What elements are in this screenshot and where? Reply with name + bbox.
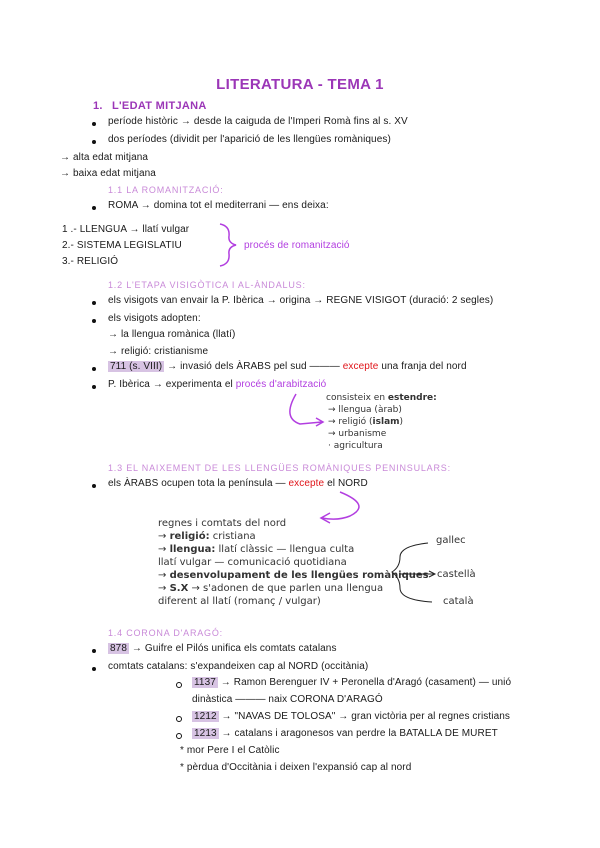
date-highlight: 1212: [194, 711, 217, 722]
date-highlight: 878: [110, 643, 127, 654]
arabitzacio-bullet: P. Ibèrica → experimenta el procés d'arabització: [108, 379, 327, 390]
lang-gallec: gallec: [436, 535, 466, 546]
excepte-label: excepte: [288, 478, 325, 489]
subsection-heading-1-2: 1.2 L'ETAPA VISIGÒTICA I AL-ÀNDALUS:: [108, 280, 306, 290]
brace-label: procés de romanització: [244, 240, 350, 251]
section-number: 1.: [93, 100, 103, 112]
guifre-bullet: 878 → Guifre el Pilós unifica els comtats catalans: [110, 643, 337, 654]
romanitzacio-bullet: ROMA → domina tot el mediterrani — ens deixa:: [108, 200, 329, 211]
page-title: LITERATURA - TEMA 1: [216, 76, 384, 93]
adopt-item: → la llengua romànica (llatí): [108, 329, 236, 340]
subsection-heading-1-1: 1.1 LA ROMANITZACIÓ:: [108, 185, 224, 195]
brace-icon: [220, 224, 236, 266]
nord-note: → desenvolupament de les llengües romàniques: [158, 570, 429, 581]
arab-note-item: → religió (islam): [328, 417, 404, 427]
section-heading: L'EDAT MITJANA: [112, 100, 207, 112]
aragon-item: 1137 → Ramon Berenguer IV + Peronella d'Aragó (casament) — unió: [194, 677, 512, 688]
date-highlight: 1137: [194, 677, 216, 688]
star-note: * pèrdua d'Occitània i deixen l'expansió cap al nord: [180, 762, 412, 773]
invasio-bullet: 711 (s. VIII) → invasió dels ÀRABS pel sud ——— excepte una franja del nord: [110, 361, 467, 372]
section1-bullet-2: dos períodes (dividit per l'aparició de les llengües romàniques): [108, 134, 391, 145]
aragon-item: dinàstica ——— naix CORONA D'ARAGÓ: [192, 694, 383, 705]
nord-note: → S.X → s'adonen de que parlen una llengua: [158, 583, 384, 594]
nord-note: → religió: cristiana: [158, 531, 256, 542]
adopt-item: → religió: cristianisme: [108, 346, 209, 357]
lang-castella: castellà: [437, 569, 476, 580]
nord-note: diferent al llatí (romanç / vulgar): [158, 596, 321, 607]
lang-catala: català: [443, 596, 474, 607]
adopten-bullet: els visigots adopten:: [108, 313, 201, 324]
arab-note-item: · agricultura: [328, 441, 383, 451]
period-item: → baixa edat mitjana: [60, 168, 156, 179]
nord-note: llatí vulgar — comunicació quotidiana: [158, 557, 347, 568]
roman-legacy-item: 1 .- LLENGUA → llatí vulgar: [62, 224, 190, 235]
nord-note: → llengua: llatí clàssic — llengua culta: [158, 544, 355, 555]
lang-brace-icon: [392, 543, 432, 602]
section1-bullet-1: període històric → desde la caiguda de l'Imperi Romà fins al s. XV: [108, 116, 408, 127]
aragon-item: 1213 → catalans i aragonesos van perdre la BATALLA DE MURET: [194, 728, 498, 739]
arab-note-item: → llengua (àrab): [328, 405, 402, 415]
subsection-heading-1-3: 1.3 EL NAIXEMENT DE LES LLENGÜES ROMÀNIQUES PENINSULARS:: [108, 463, 451, 473]
date-highlight: 1213: [194, 728, 217, 739]
nord-note: regnes i comtats del nord: [158, 518, 287, 529]
roman-legacy-item: 2.- SISTEMA LEGISLATIU: [62, 240, 182, 251]
aragon-item: 1212 → "NAVAS DE TOLOSA" → gran victòria per al regnes cristians: [194, 711, 511, 722]
star-note: * mor Pere I el Catòlic: [180, 745, 280, 756]
arab-note-item: → urbanisme: [328, 429, 387, 439]
arab-note-head: consisteix en estendre:: [326, 393, 437, 403]
arabs-bullet: els ÀRABS ocupen tota la península — excepte el NORD: [108, 478, 368, 489]
subsection-heading-1-4: 1.4 CORONA D'ARAGÓ:: [108, 628, 223, 638]
visigots-bullet: els visigots van envair la P. Ibèrica → origina → REGNE VISIGOT (duració: 2 segles): [108, 295, 494, 306]
period-item: → alta edat mitjana: [60, 152, 149, 163]
arabitzacio-term: procés d'arabització: [235, 379, 327, 390]
comtats-bullet: comtats catalans: s'expandeixen cap al NORD (occitània): [108, 661, 369, 672]
roman-legacy-item: 3.- RELIGIÓ: [62, 256, 119, 267]
excepte-label: excepte: [342, 361, 379, 372]
date-highlight: 711 (s. VIII): [110, 361, 163, 372]
